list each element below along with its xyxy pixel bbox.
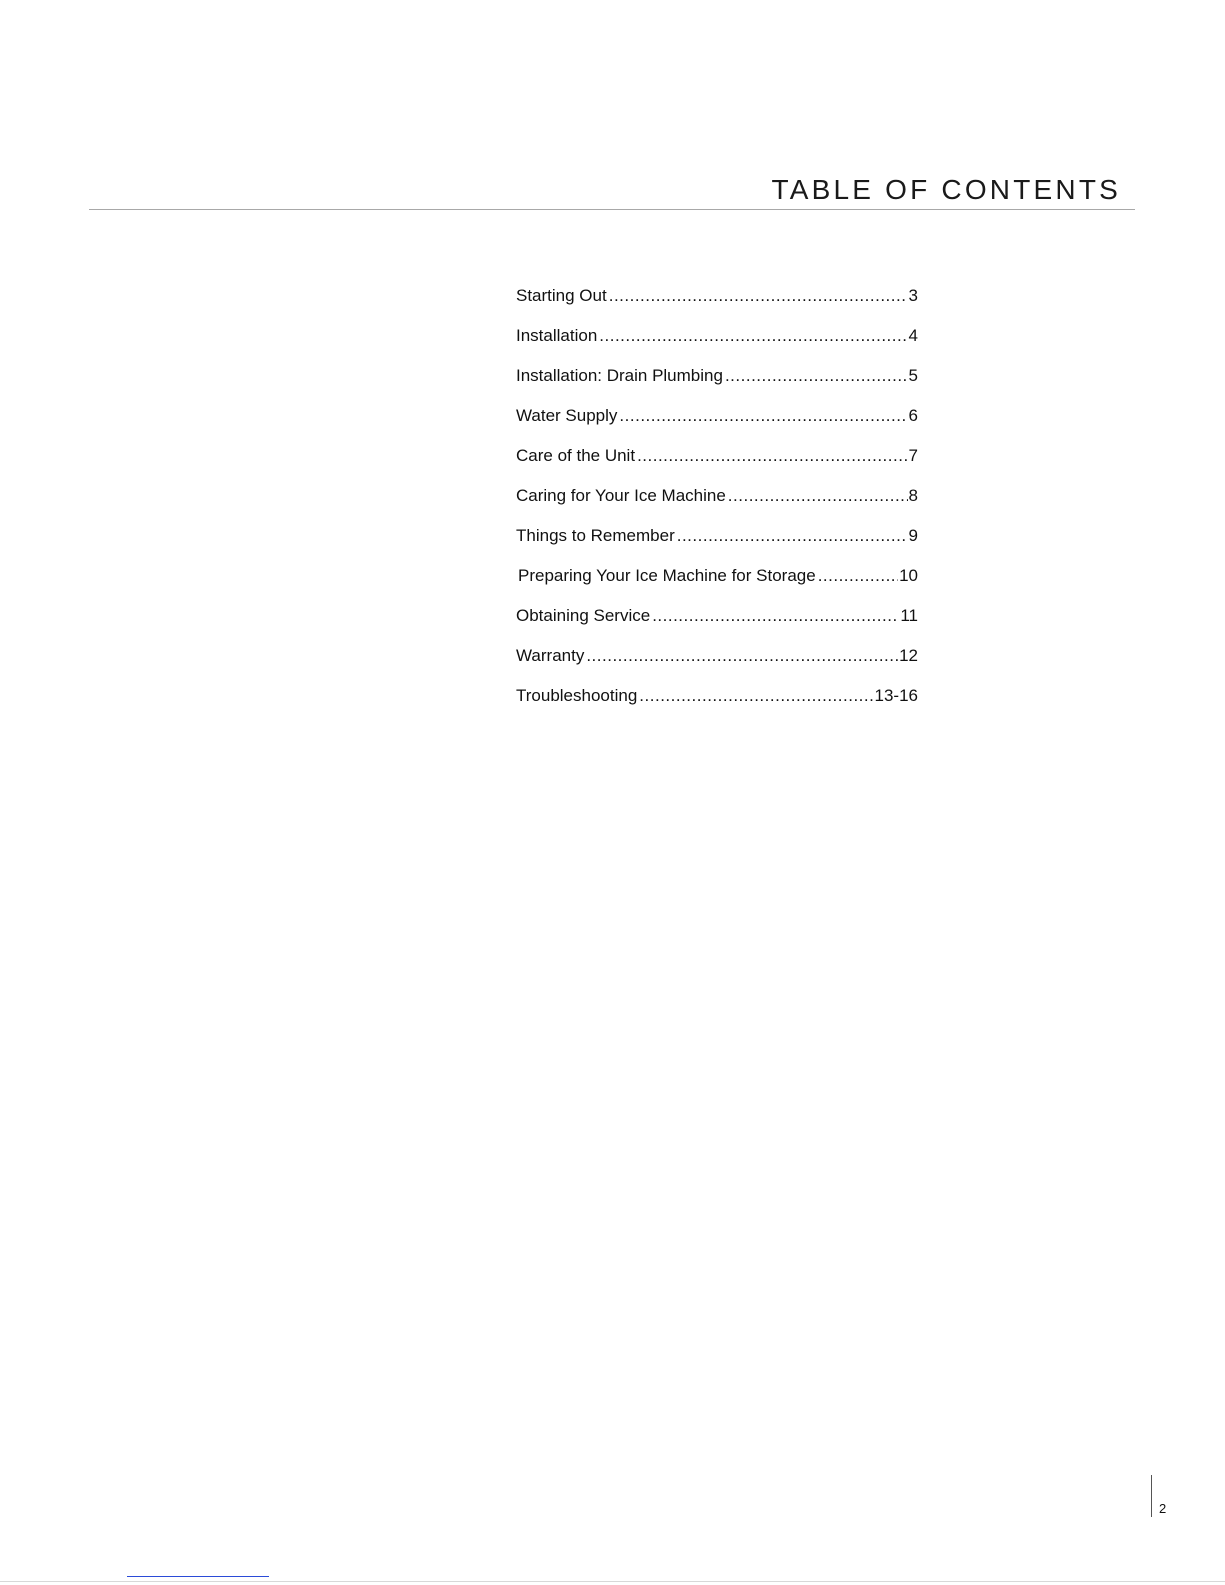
toc-entry-label: Care of the Unit bbox=[516, 446, 636, 465]
toc-entry-page: 5 bbox=[908, 366, 918, 385]
toc-entry-label: Preparing Your Ice Machine for Storage bbox=[518, 566, 816, 585]
title-divider bbox=[89, 209, 1135, 210]
toc-entry-page: 3 bbox=[908, 286, 918, 305]
toc-entry-label: Installation: Drain Plumbing bbox=[516, 366, 723, 385]
bottom-edge-rule bbox=[0, 1581, 1225, 1582]
toc-dot-leader bbox=[677, 525, 908, 547]
toc-entry-label: Troubleshooting bbox=[516, 686, 638, 705]
toc-entry-storage[interactable] bbox=[516, 565, 918, 605]
toc-entry-label: Installation bbox=[516, 326, 598, 345]
toc-entry-installation[interactable] bbox=[516, 325, 918, 365]
toc-dot-leader bbox=[599, 325, 907, 347]
toc-entry-water-supply[interactable] bbox=[516, 405, 918, 445]
toc-entry-page: 11 bbox=[900, 606, 918, 625]
toc-entry-label: Things to Remember bbox=[516, 526, 675, 545]
toc-entry-page: 7 bbox=[908, 446, 918, 465]
toc-entry-page: 13-16 bbox=[874, 686, 918, 705]
toc-dot-leader bbox=[586, 645, 898, 667]
toc-entry-warranty[interactable] bbox=[516, 645, 918, 685]
toc-entry-label: Caring for Your Ice Machine bbox=[516, 486, 726, 505]
toc-entry-label: Starting Out bbox=[516, 286, 607, 305]
toc-entry-page: 9 bbox=[908, 526, 918, 545]
toc-entry-label: Warranty bbox=[516, 646, 585, 665]
page-number: 2 bbox=[1159, 1501, 1167, 1516]
toc-dot-leader bbox=[652, 605, 899, 627]
toc-dot-leader bbox=[609, 285, 908, 307]
toc-dot-leader bbox=[725, 365, 908, 387]
toc-entry-obtaining-service[interactable] bbox=[516, 605, 918, 645]
toc-entry-care-of-unit[interactable] bbox=[516, 445, 918, 485]
toc-entry-page: 10 bbox=[899, 566, 918, 585]
toc-entry-page: 6 bbox=[908, 406, 918, 425]
toc-entry-label: Water Supply bbox=[516, 406, 618, 425]
toc-entry-drain-plumbing[interactable] bbox=[516, 365, 918, 405]
toc-entry-page: 12 bbox=[899, 646, 918, 665]
page-title: TABLE OF CONTENTS bbox=[771, 174, 1121, 205]
toc-entry-label: Obtaining Service bbox=[516, 606, 651, 625]
toc-entry-troubleshooting[interactable] bbox=[516, 685, 918, 725]
toc-entry-things-to-remember[interactable] bbox=[516, 525, 918, 565]
toc-entry-page: 4 bbox=[908, 326, 918, 345]
bottom-link-underline bbox=[127, 1576, 269, 1577]
table-of-contents bbox=[516, 285, 918, 725]
toc-dot-leader bbox=[619, 405, 907, 427]
page-number-divider bbox=[1151, 1475, 1152, 1517]
toc-dot-leader bbox=[639, 685, 873, 707]
toc-entry-starting-out[interactable] bbox=[516, 285, 918, 325]
toc-dot-leader bbox=[818, 565, 898, 587]
toc-dot-leader bbox=[637, 445, 907, 467]
toc-entry-caring-ice-machine[interactable] bbox=[516, 485, 918, 525]
toc-entry-page: 8 bbox=[908, 486, 918, 505]
toc-dot-leader bbox=[728, 485, 908, 507]
